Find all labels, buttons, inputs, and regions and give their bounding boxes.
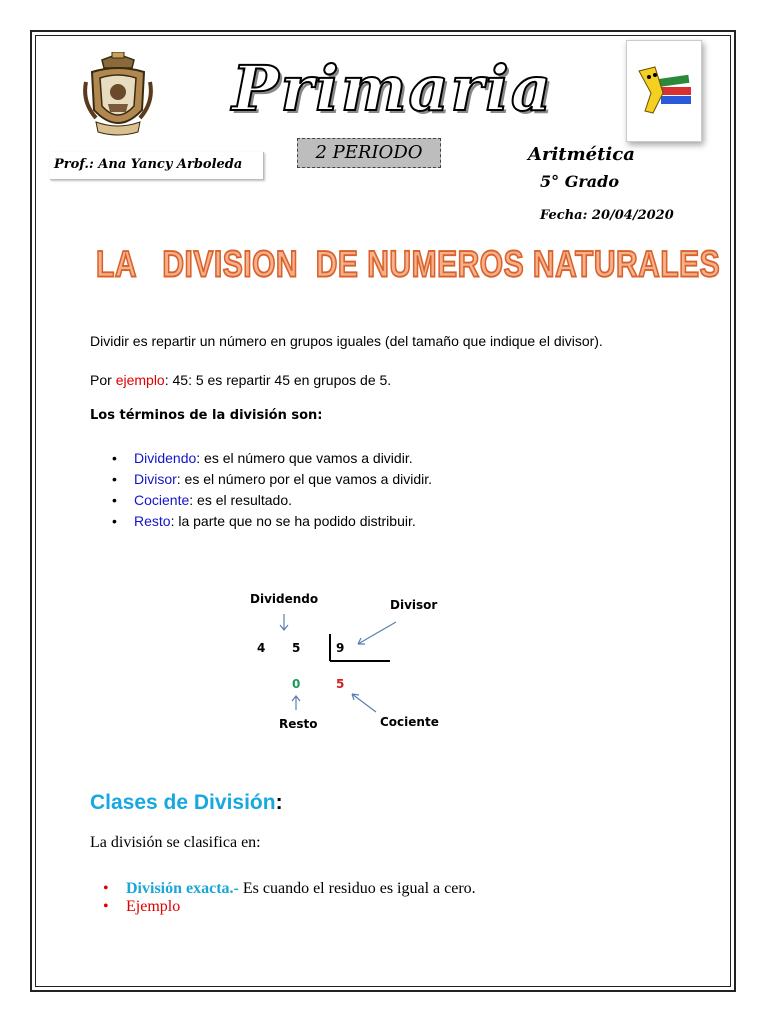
arrow-divisor <box>358 622 396 644</box>
list-item <box>112 490 432 511</box>
term-name: Cociente <box>134 492 190 508</box>
arrow-dividend <box>280 614 288 630</box>
example-prefix: Por <box>90 372 116 388</box>
classes-heading <box>90 791 283 815</box>
terms-list <box>112 448 432 532</box>
classes-heading-text: Clases de División <box>90 791 276 814</box>
class-example: Ejemplo <box>126 898 181 915</box>
arrow-quotient <box>352 694 376 712</box>
intro-paragraph: Dividir es repartir un número en grupos iguales (del tamaño que indique el divisor). <box>90 333 603 349</box>
example-keyword: ejemplo <box>115 372 165 388</box>
list-item <box>112 511 432 532</box>
term-desc: : es el resultado. <box>189 492 292 508</box>
term-desc: : la parte que no se ha podido distribuir. <box>170 513 416 529</box>
example-paragraph <box>90 372 391 388</box>
period-badge: 2 PERIODO <box>297 138 441 168</box>
list-item <box>103 880 476 898</box>
dividend-digit-2: 5 <box>292 641 301 655</box>
division-diagram <box>240 588 460 738</box>
quotient-value: 5 <box>336 677 345 691</box>
term-desc: : es el número por el que vamos a dividir. <box>176 471 433 487</box>
divisor-value: 9 <box>336 641 345 655</box>
class-text: Es cuando el residuo es igual a cero. <box>238 880 476 897</box>
grade-label: 5° Grado <box>540 172 620 191</box>
list-item <box>112 448 432 469</box>
term-desc: : es el número que vamos a dividir. <box>196 450 413 466</box>
school-crest-icon <box>82 52 154 138</box>
teacher-name: Prof.: Ana Yancy Arboleda <box>50 152 264 180</box>
arrow-remainder <box>292 696 300 710</box>
term-name: Divisor <box>134 471 177 487</box>
dividend-digit-1: 4 <box>257 641 266 655</box>
remainder-value: 0 <box>292 677 301 691</box>
label-remainder: Resto <box>279 717 318 731</box>
list-item <box>112 469 432 490</box>
class-label: División exacta.- <box>126 880 239 897</box>
label-dividend: Dividendo <box>250 592 319 606</box>
books-clipart-icon <box>633 63 695 117</box>
label-quotient: Cociente <box>380 715 439 729</box>
term-name: Resto <box>134 513 171 529</box>
classes-intro: La división se clasifica en: <box>90 834 261 851</box>
subject-label: Aritmética <box>528 144 635 165</box>
terms-heading: Los términos de la división son: <box>90 408 323 423</box>
date-label: Fecha: 20/04/2020 <box>540 208 674 223</box>
page-title: Primaria <box>232 52 554 125</box>
main-heading: LA DIVISION DE NUMEROS NATURALES <box>96 244 721 286</box>
classes-list <box>103 880 476 916</box>
classes-heading-colon: : <box>275 791 283 814</box>
example-text: : 45: 5 es repartir 45 en grupos de 5. <box>164 372 392 388</box>
list-item <box>103 898 476 916</box>
term-name: Dividendo <box>134 450 197 466</box>
label-divisor: Divisor <box>390 598 438 612</box>
books-clipart-card <box>626 40 702 142</box>
